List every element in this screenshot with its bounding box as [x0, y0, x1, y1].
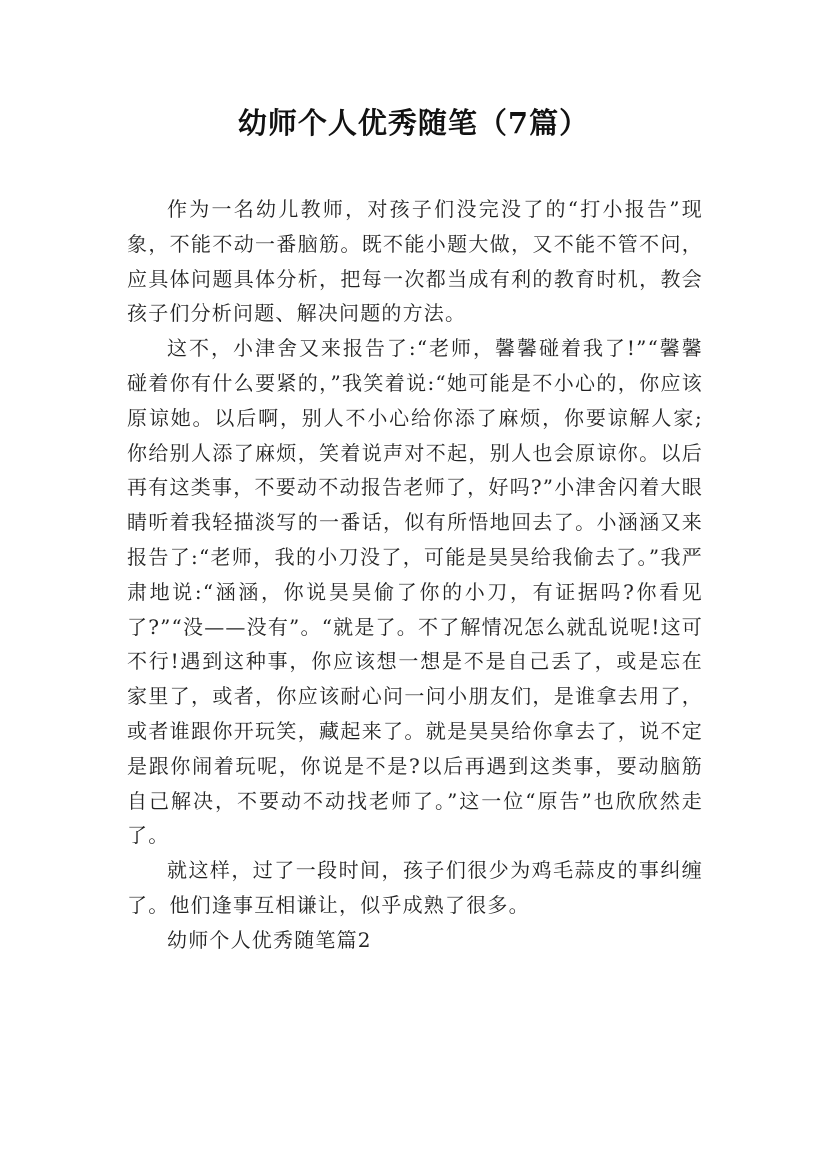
- paragraph: 就这样，过了一段时间，孩子们很少为鸡毛蒜皮的事纠缠了。他们逢事互相谦让，似乎成熟了很多。: [127, 858, 703, 917]
- document-body: [127, 192, 703, 958]
- paragraph: 这不，小津舍又来报告了:“老师，馨馨碰着我了!”“馨馨碰着你有什么要紧的，”我笑着说:“她可能是不小心的，你应该原谅她。以后啊，别人不小心给你添了麻烦，你要谅解人家;你给别人添了麻烦，笑着说声对不起，别人也会原谅你。以后再有这类事，不要动不动报告老师了，好吗?”小津舍闪着大眼睛听着我轻描淡写的一番话，似有所悟地回去了。小涵涵又来报告了:“老师，我的小刀没了，可能是昊昊给我偷去了。”我严肃地说:“涵涵，你说昊昊偷了你的小刀，有证据吗?你看见了?”“没——没有”。“就是了。不了解情况怎么就乱说呢!这可不行!遇到这种事，你应该想一想是不是自己丢了，或是忘在家里了，或者，你应该耐心问一问小朋友们，是谁拿去用了，或者谁跟你开玩笑，藏起来了。就是昊昊给你拿去了，说不定是跟你闹着玩呢，你说是不是?以后再遇到这类事，要动脑筋自己解决，不要动不动找老师了。”这一位“原告”也欣欣然走了。: [127, 336, 703, 848]
- paragraph: 作为一名幼儿教师，对孩子们没完没了的“打小报告”现象，不能不动一番脑筋。既不能小题大做，又不能不管不问，应具体问题具体分析，把每一次都当成有利的教育时机，教会孩子们分析问题、解决问题的方法。: [127, 197, 703, 326]
- document-title: 幼师个人优秀随笔（7篇）: [237, 106, 590, 140]
- section-heading: 幼师个人优秀随笔篇2: [167, 927, 372, 952]
